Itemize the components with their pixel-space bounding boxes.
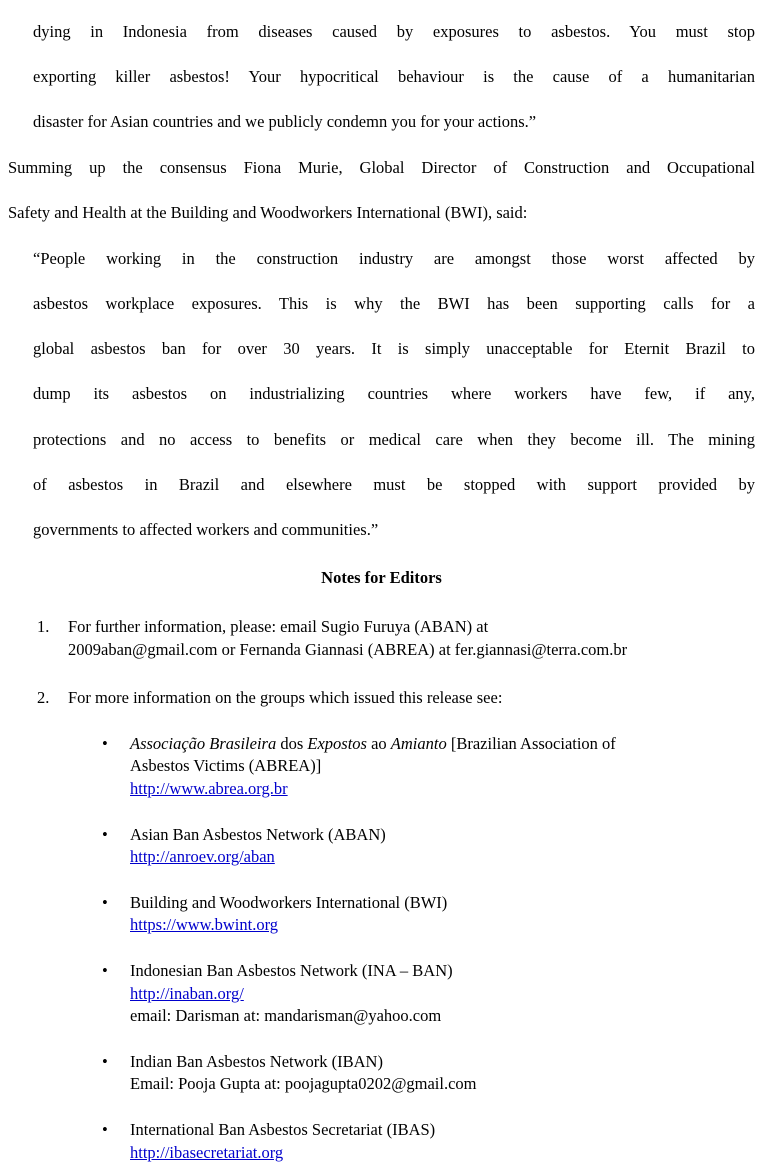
text-line: For more information on the groups which issued this release see: <box>68 688 503 708</box>
ibas-link[interactable]: http://ibasecretariat.org <box>130 1142 284 1162</box>
paragraph-main-quote <box>33 248 755 542</box>
org-name-wrap: Asbestos Victims (ABREA)] <box>130 756 322 776</box>
text-line: Summing up the consensus Fiona Murie, Global Director of Construction and Occupational <box>8 157 755 177</box>
numbered-item-1 <box>8 616 755 661</box>
org-name: International Ban Asbestos Secretariat (IBAS) <box>130 1119 436 1139</box>
text-line: exporting killer asbestos! Your hypocritical behaviour is the cause of a humanitarian <box>33 67 755 87</box>
org-name: Building and Woodworkers International (BWI) <box>130 892 448 912</box>
org-email: Email: Pooja Gupta at: poojagupta0202@gmail.com <box>130 1074 477 1094</box>
numbered-item-2 <box>8 687 755 710</box>
org-item-iban <box>8 1051 755 1096</box>
org-name-part: Expostos <box>307 733 367 753</box>
bullet-icon: • <box>102 1119 108 1139</box>
text-line: dying in Indonesia from diseases caused by exposures to asbestos. You must stop <box>33 22 755 41</box>
bullet-icon: • <box>102 892 108 912</box>
list-number: 1. <box>37 617 50 637</box>
section-heading-notes-for-editors: Notes for Editors <box>321 568 442 588</box>
aban-link[interactable]: http://anroev.org/aban <box>130 847 275 867</box>
text-line: dump its asbestos on industrializing countries where workers have few, if any, <box>33 384 755 404</box>
org-name <box>130 733 755 756</box>
list-number: 2. <box>37 688 50 708</box>
bullet-icon: • <box>102 1051 108 1071</box>
org-name-part: ao <box>366 733 391 753</box>
ina-ban-link[interactable]: http://inaban.org/ <box>130 983 244 1003</box>
org-item-ibas <box>8 1119 755 1164</box>
text-line: asbestos workplace exposures. This is why the BWI has been supporting calls for a <box>33 293 755 313</box>
bullet-icon: • <box>102 824 108 844</box>
text-line: governments to affected workers and communities.” <box>33 519 379 539</box>
org-name: Indian Ban Asbestos Network (IBAN) <box>130 1051 383 1071</box>
org-name-part: [Brazilian Association of <box>446 733 616 753</box>
bwi-link[interactable]: https://www.bwint.org <box>130 915 279 935</box>
org-name-part: Amianto <box>390 733 447 753</box>
org-name-part: Associação Brasileira <box>130 733 277 753</box>
bullet-icon: • <box>102 733 108 753</box>
org-item-ina-ban <box>8 960 755 1028</box>
text-line: “People working in the construction industry are amongst those worst affected by <box>33 248 755 268</box>
text-line: 2009aban@gmail.com or Fernanda Giannasi (ABREA) at fer.giannasi@terra.com.br <box>68 639 628 659</box>
text-line: For further information, please: email Sugio Furuya (ABAN) at <box>68 617 489 637</box>
org-email: email: Darisman at: mandarisman@yahoo.com <box>130 1006 442 1026</box>
org-item-bwi <box>8 892 755 937</box>
text-line: Safety and Health at the Building and Woodworkers International (BWI), said: <box>8 203 528 223</box>
abrea-link[interactable]: http://www.abrea.org.br <box>130 779 288 799</box>
text-line: global asbestos ban for over 30 years. It is simply unacceptable for Eternit Brazil to <box>33 339 755 359</box>
paragraph-quote-continuation <box>33 21 755 134</box>
text-line: of asbestos in Brazil and elsewhere must be stopped with support provided by <box>33 474 755 494</box>
org-item-abrea <box>8 733 755 801</box>
org-name: Asian Ban Asbestos Network (ABAN) <box>130 824 386 844</box>
org-item-aban <box>8 824 755 869</box>
text-line: protections and no access to benefits or medical care when they become ill. The mining <box>33 429 755 449</box>
bullet-icon: • <box>102 961 108 980</box>
text-line: disaster for Asian countries and we publicly condemn you for your actions.” <box>33 112 537 132</box>
org-name: Indonesian Ban Asbestos Network (INA – BAN) <box>130 961 453 980</box>
org-name-part: dos <box>276 733 308 753</box>
paragraph-attribution <box>8 157 755 225</box>
